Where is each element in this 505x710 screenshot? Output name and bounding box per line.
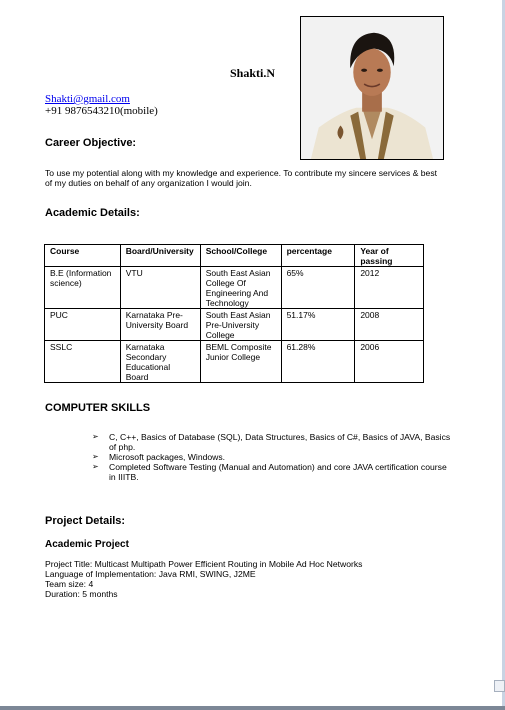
table-row <box>45 267 424 309</box>
table-row <box>45 309 424 341</box>
list-item <box>92 432 452 452</box>
board-cell: VTU <box>120 267 200 309</box>
project-team-size: Team size: 4 <box>45 579 94 589</box>
year-cell: 2006 <box>355 341 424 383</box>
resize-handle-icon[interactable] <box>494 680 505 692</box>
list-item <box>92 462 452 482</box>
career-objective-text <box>45 168 437 188</box>
board-cell: Karnataka Secondary Educational Board <box>120 341 200 383</box>
computer-skills-list <box>92 432 452 482</box>
course-cell: SSLC <box>45 341 121 383</box>
academic-project-heading: Academic Project <box>45 539 129 550</box>
table-row <box>45 341 424 383</box>
candidate-name: Shakti.N <box>230 66 276 80</box>
table-header-row <box>45 245 424 267</box>
board-cell: Karnataka Pre-University Board <box>120 309 200 341</box>
arrow-bullet-icon: ➢ <box>92 462 99 471</box>
email-link[interactable]: Shakti@gmail.com <box>45 93 130 105</box>
arrow-bullet-icon: ➢ <box>92 432 99 441</box>
skill-text: Microsoft packages, Windows. <box>109 452 226 462</box>
column-header: School/College <box>200 245 281 267</box>
year-cell: 2008 <box>355 309 424 341</box>
skill-text: C, C++, Basics of Database (SQL), Data Structures, Basics of C#, Basics of JAVA, Basics of php. <box>109 432 451 452</box>
academic-details-heading: Academic Details: <box>45 207 140 219</box>
percentage-cell: 51.17% <box>281 309 355 341</box>
skill-text: Completed Software Testing (Manual and Automation) and core JAVA certification course in IIITB. <box>109 462 447 482</box>
percentage-cell: 65% <box>281 267 355 309</box>
column-header: Board/University <box>120 245 200 267</box>
career-objective-line: of my duties on behalf of any organization I would join. <box>45 178 252 188</box>
course-cell: B.E (Information science) <box>45 267 121 309</box>
school-cell: South East Asian Pre-University College <box>200 309 281 341</box>
phone-number: +91 9876543210(mobile) <box>45 105 158 117</box>
school-cell: BEML Composite Junior College <box>200 341 281 383</box>
profile-photo <box>300 16 444 160</box>
column-header: Year of passing <box>355 245 424 267</box>
window-bottom-border <box>0 706 505 710</box>
computer-skills-heading: COMPUTER SKILLS <box>45 402 151 414</box>
column-header: Course <box>45 245 121 267</box>
arrow-bullet-icon: ➢ <box>92 452 99 461</box>
school-cell: South East Asian College Of Engineering And Technology <box>200 267 281 309</box>
course-cell: PUC <box>45 309 121 341</box>
column-header: percentage <box>281 245 355 267</box>
project-info <box>45 559 362 599</box>
project-details-heading: Project Details: <box>45 515 126 527</box>
list-item <box>92 452 452 462</box>
project-title: Project Title: Multicast Multipath Power Efficient Routing in Mobile Ad Hoc Networks <box>45 559 363 569</box>
percentage-cell: 61.28% <box>281 341 355 383</box>
career-objective-heading: Career Objective: <box>45 137 137 149</box>
project-language: Language of Implementation: Java RMI, SWING, J2ME <box>45 569 256 579</box>
project-duration: Duration: 5 months <box>45 589 118 599</box>
career-objective-line: To use my potential along with my knowledge and experience. To contribute my sincere services & best <box>45 168 438 178</box>
year-cell: 2012 <box>355 267 424 309</box>
academic-details-table <box>44 244 424 383</box>
